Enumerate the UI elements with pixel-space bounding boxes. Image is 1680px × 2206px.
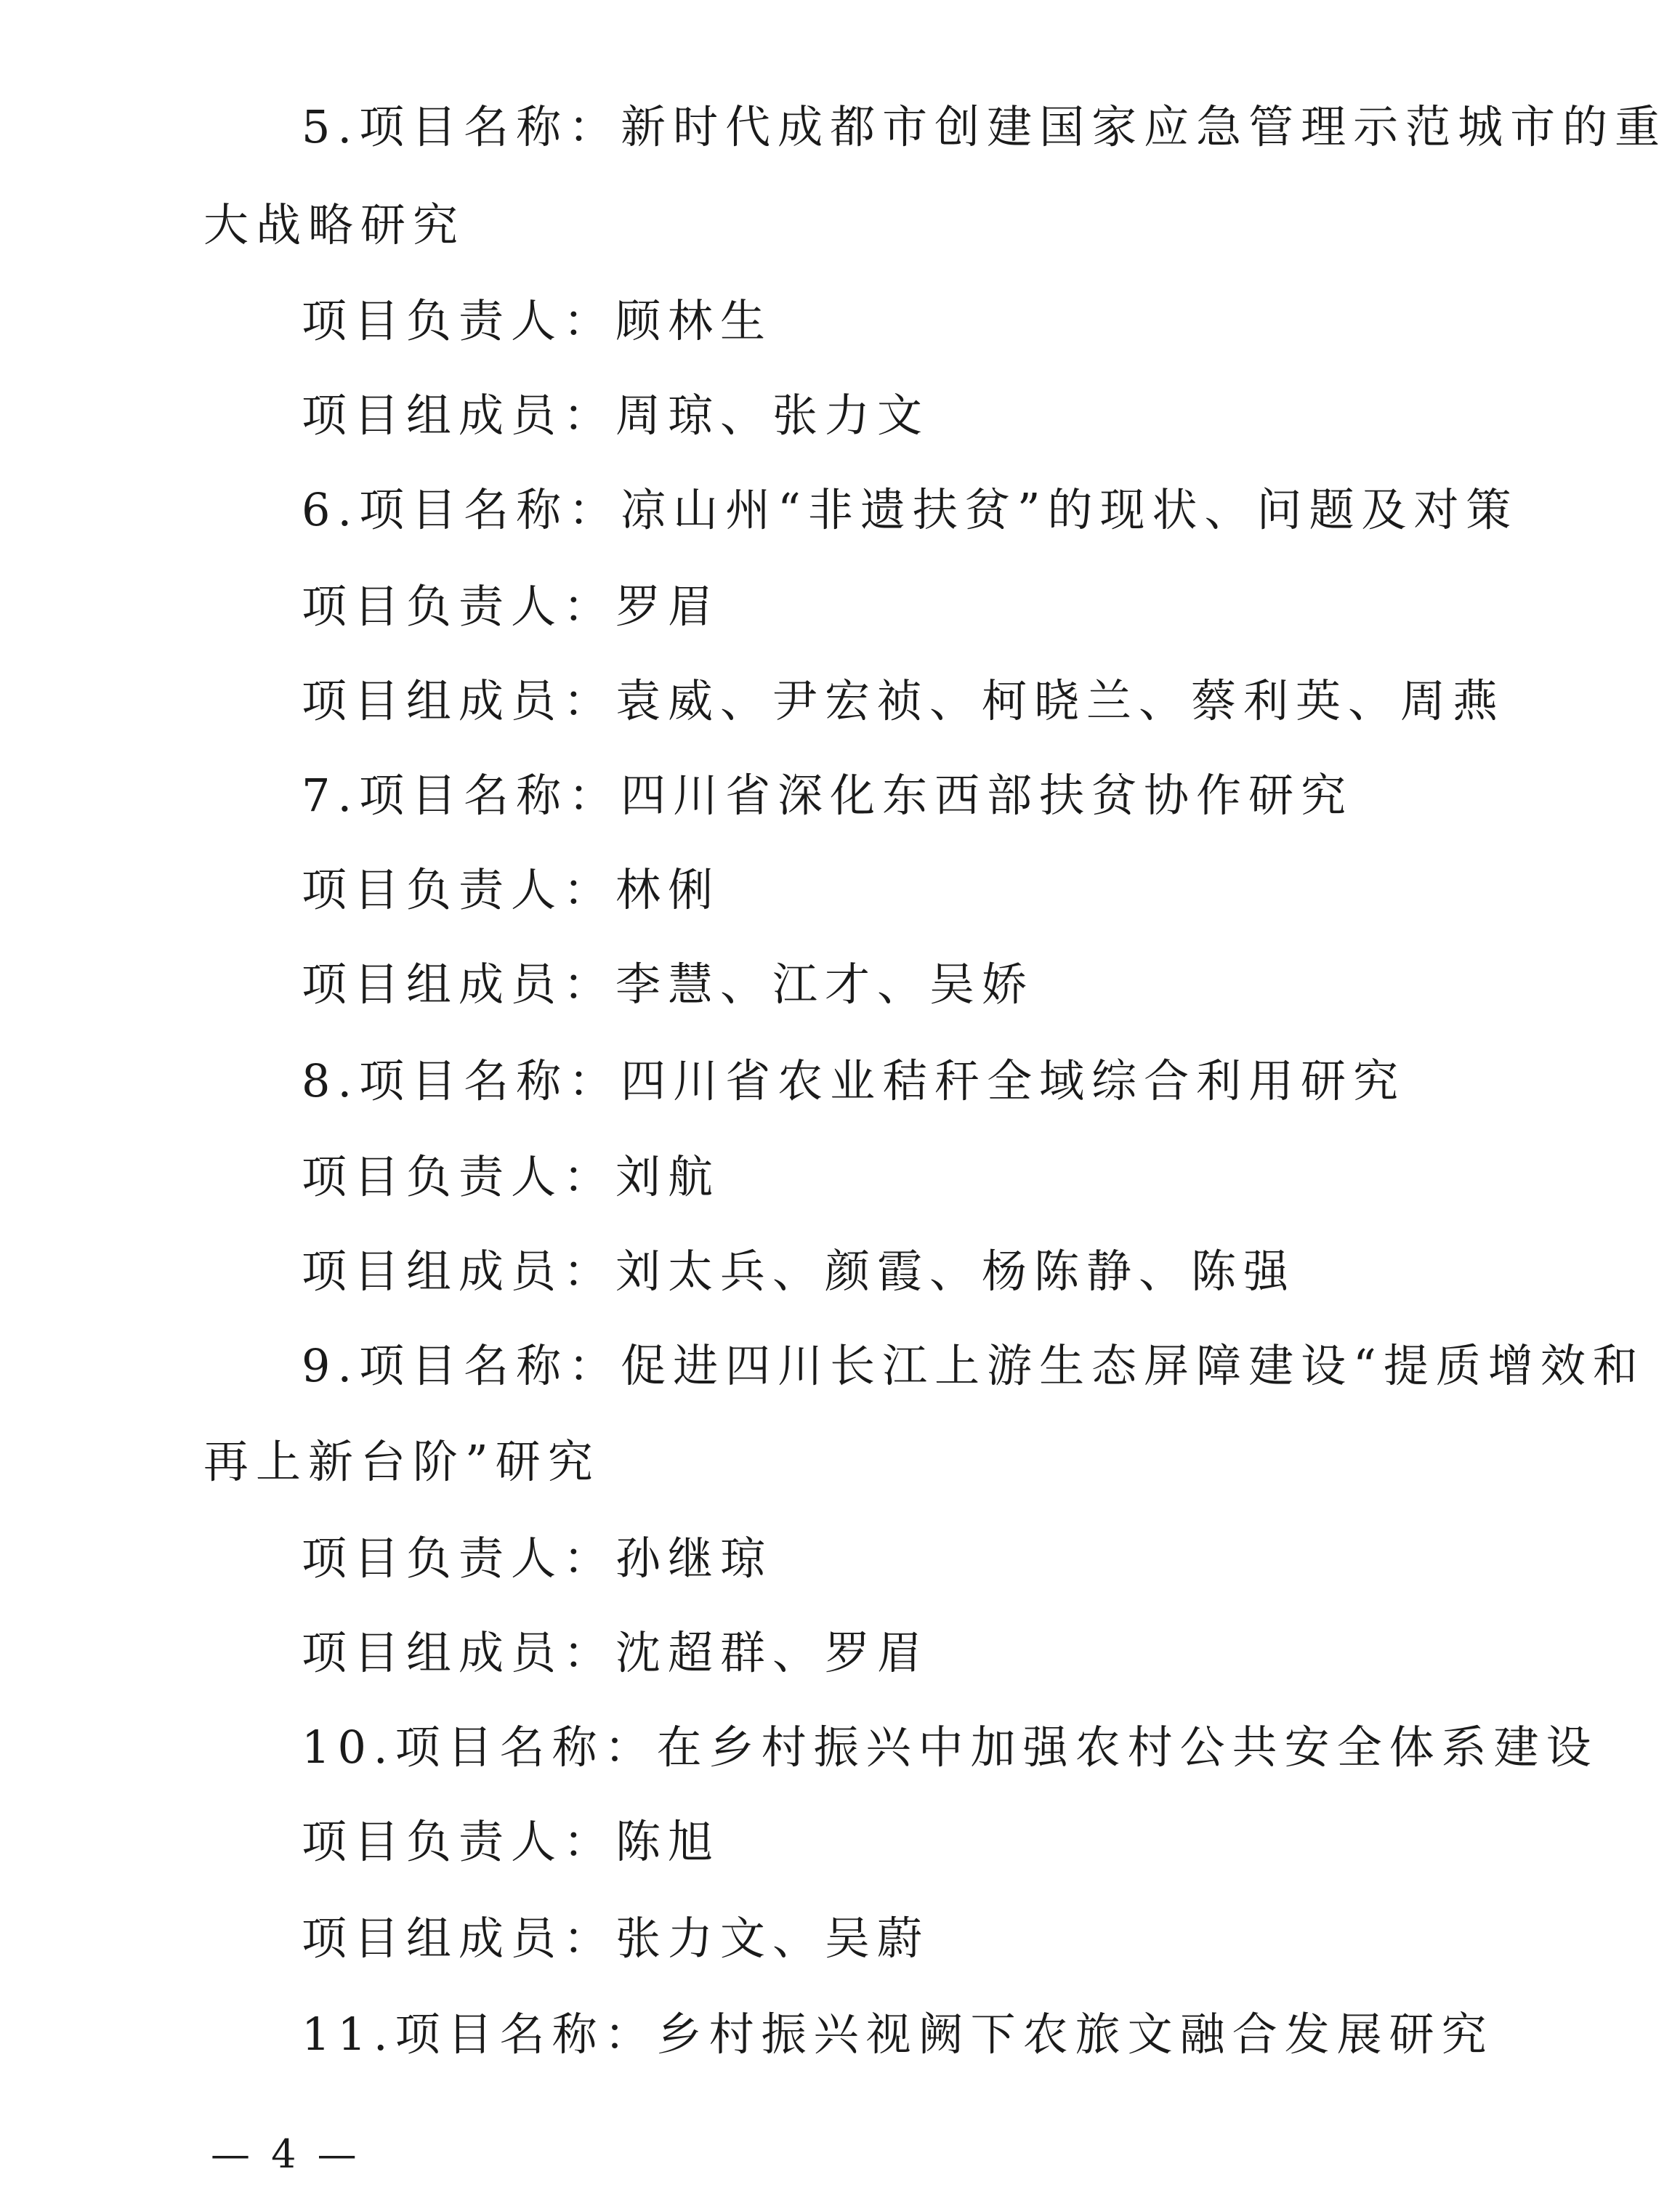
project-11-title: 11.项目名称：乡村振兴视阙下农旅文融合发展研究 bbox=[302, 2008, 1494, 2061]
project-7-leader: 项目负责人：林俐 bbox=[302, 863, 721, 916]
project-8-members: 项目组成员：刘太兵、颜霞、杨陈静、陈强 bbox=[302, 1245, 1296, 1298]
project-10-title: 10.项目名称：在乡村振兴中加强农村公共安全体系建设 bbox=[302, 1721, 1599, 1774]
project-7-members: 项目组成员：李慧、江才、吴娇 bbox=[302, 958, 1035, 1011]
project-6-leader: 项目负责人：罗眉 bbox=[302, 580, 721, 633]
project-9-title: 9.项目名称：促进四川长江上游生态屏障建设“提质增效和 bbox=[302, 1339, 1645, 1392]
project-10-members: 项目组成员：张力文、吴蔚 bbox=[302, 1912, 930, 1965]
project-6-title: 6.项目名称：凉山州“非遗扶贫”的现状、问题及对策 bbox=[302, 483, 1519, 536]
project-10-leader: 项目负责人：陈旭 bbox=[302, 1815, 721, 1868]
project-5-leader: 项目负责人：顾林生 bbox=[302, 294, 773, 347]
project-9-leader: 项目负责人：孙继琼 bbox=[302, 1532, 773, 1585]
project-9-members: 项目组成员：沈超群、罗眉 bbox=[302, 1626, 930, 1679]
project-6-members: 项目组成员：袁威、尹宏祯、柯晓兰、蔡利英、周燕 bbox=[302, 674, 1506, 727]
project-5-members: 项目组成员：周琼、张力文 bbox=[302, 389, 930, 442]
project-8-leader: 项目负责人：刘航 bbox=[302, 1150, 721, 1203]
project-8-title: 8.项目名称：四川省农业秸秆全域综合利用研究 bbox=[302, 1054, 1406, 1107]
page-number: — 4 — bbox=[211, 2131, 361, 2177]
project-9-title-continued: 再上新台阶”研究 bbox=[203, 1435, 600, 1488]
project-5-title: 5.项目名称：新时代成都市创建国家应急管理示范城市的重 bbox=[302, 100, 1668, 153]
project-7-title: 7.项目名称：四川省深化东西部扶贫协作研究 bbox=[302, 769, 1354, 822]
project-5-title-continued: 大战略研究 bbox=[203, 198, 466, 251]
